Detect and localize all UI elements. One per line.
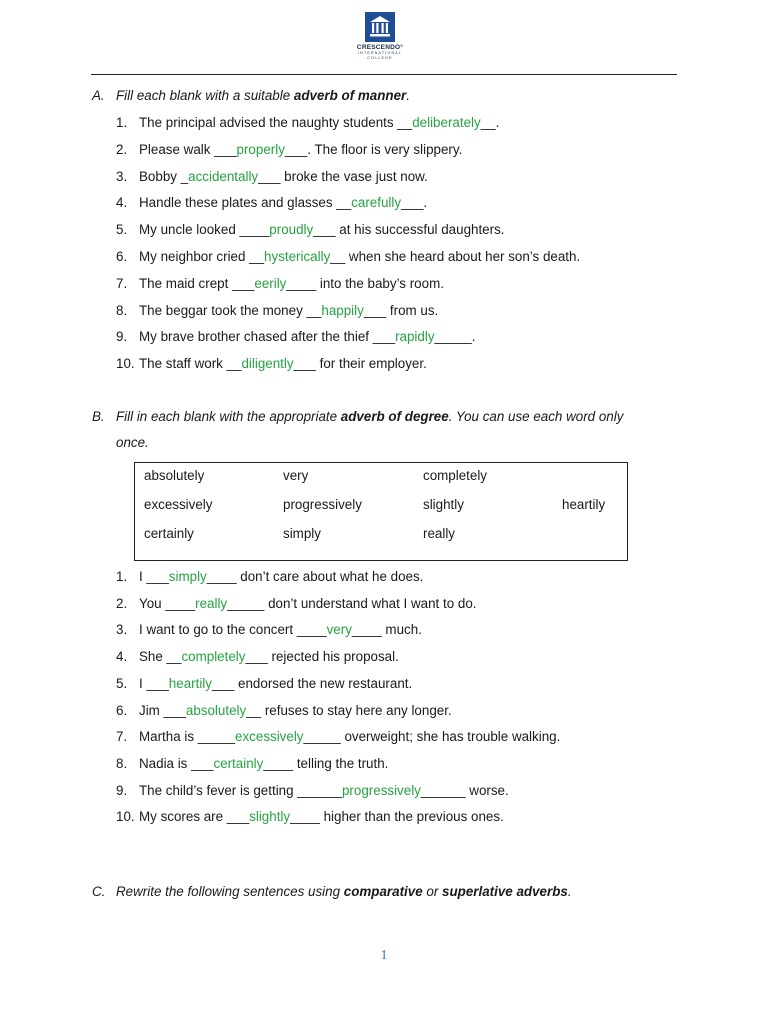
item-text-after: ___ from us. — [363, 302, 439, 318]
item-text-before: I ___ — [139, 675, 169, 691]
logo-subtitle: INTERNATIONAL COLLEGE — [357, 51, 403, 60]
item-number: 1. — [116, 115, 128, 130]
section-b-instruction-bold: adverb of degree — [340, 409, 449, 424]
item-answer: excessively — [235, 729, 304, 745]
section-c-heading — [92, 884, 572, 899]
item-answer: properly — [236, 141, 285, 157]
section-c-instruction-mid: or — [422, 884, 443, 899]
item-text-after: __ refuses to stay here any longer. — [246, 702, 452, 718]
item-number: 8. — [116, 302, 128, 318]
item-number: 6. — [116, 702, 128, 718]
exercise-item — [116, 115, 499, 130]
item-number: 2. — [116, 595, 128, 611]
item-number: 5. — [116, 675, 128, 691]
section-a-letter: A. — [92, 88, 105, 103]
exercise-item — [116, 249, 580, 264]
item-text-before: Please walk ___ — [139, 141, 237, 157]
section-c-letter: C. — [92, 884, 106, 899]
item-text-before: My neighbor cried __ — [139, 249, 265, 264]
item-answer: progressively — [341, 782, 421, 798]
section-b-letter: B. — [92, 409, 105, 424]
item-text-after: ___ at his successful daughters. — [313, 222, 505, 238]
exercise-item — [116, 596, 477, 611]
item-text-after: __ when she heard about her son’s death. — [330, 249, 581, 264]
exercise-item — [116, 622, 422, 637]
item-number: 7. — [116, 729, 128, 745]
item-text-after: ___. — [401, 195, 428, 211]
exercise-item — [116, 329, 475, 344]
exercise-item — [116, 703, 452, 718]
item-number: 3. — [116, 168, 128, 184]
item-text-before: My scores are ___ — [139, 809, 250, 825]
item-text-before: Bobby _ — [139, 168, 189, 184]
item-text-after: ___. The floor is very slippery. — [284, 141, 463, 157]
exercise-item — [116, 756, 388, 771]
item-text-before: Handle these plates and glasses __ — [139, 195, 352, 211]
item-text-after: __. — [480, 115, 500, 130]
item-number: 10. — [116, 809, 135, 825]
word-bank-word: completely — [423, 468, 488, 483]
item-text-before: Jim ___ — [139, 702, 186, 718]
logo-name: CRESCENDO° — [356, 44, 404, 51]
item-number: 9. — [116, 329, 128, 345]
item-text-before: Martha is _____ — [139, 729, 236, 745]
item-answer: proudly — [269, 222, 314, 238]
item-text-before: I want to go to the concert ____ — [139, 622, 327, 638]
exercise-item — [116, 169, 428, 184]
word-bank-word: absolutely — [144, 468, 205, 483]
college-logo — [346, 12, 414, 61]
item-answer: completely — [181, 649, 246, 665]
item-answer: very — [326, 622, 352, 638]
exercise-item — [116, 276, 444, 291]
item-text-after: _____ overweight; she has trouble walking. — [303, 729, 561, 745]
item-number: 4. — [116, 195, 128, 211]
section-a-heading — [92, 88, 410, 103]
item-answer: deliberately — [412, 115, 481, 130]
section-c-bold-superlative: superlative adverbs — [442, 884, 568, 899]
item-number: 4. — [116, 649, 128, 665]
item-text-before: The child’s fever is getting ______ — [139, 782, 342, 798]
exercise-item — [116, 356, 427, 371]
word-bank-word: heartily — [562, 497, 606, 512]
item-text-after: ____ telling the truth. — [263, 755, 389, 771]
item-answer: accidentally — [188, 168, 259, 184]
item-answer: absolutely — [185, 702, 247, 718]
item-answer: diligently — [241, 356, 294, 372]
item-text-after: _____ don’t understand what I want to do. — [227, 595, 477, 611]
item-number: 1. — [116, 569, 128, 584]
item-text-before: Nadia is ___ — [139, 755, 214, 771]
exercise-item — [116, 676, 412, 691]
section-c-instruction-post: . — [567, 884, 572, 899]
item-answer: simply — [168, 569, 207, 584]
item-answer: really — [195, 595, 228, 611]
item-text-after: ____ into the baby’s room. — [286, 275, 444, 291]
exercise-item — [116, 783, 509, 798]
item-number: 9. — [116, 782, 128, 798]
word-bank-word: simply — [283, 526, 321, 541]
item-text-after: ____ much. — [351, 622, 422, 638]
item-text-after: ___ rejected his proposal. — [245, 649, 399, 665]
item-number: 3. — [116, 622, 128, 638]
college-building-icon — [365, 12, 395, 42]
item-text-after: ___ endorsed the new restaurant. — [211, 675, 413, 691]
item-text-after: ___ broke the vase just now. — [258, 168, 428, 184]
section-b-instruction-pre: Fill in each blank with the appropriate — [116, 409, 341, 424]
item-answer: rapidly — [395, 329, 435, 345]
item-answer: eerily — [254, 275, 287, 291]
word-bank-word: progressively — [283, 497, 362, 512]
section-b-heading — [92, 409, 624, 450]
item-text-before: My uncle looked ____ — [139, 222, 270, 238]
item-text-before: You ____ — [139, 595, 196, 611]
section-b-instruction-continuation: once. — [116, 435, 149, 450]
item-text-after: ____ don’t care about what he does. — [206, 569, 424, 584]
item-number: 10. — [116, 356, 135, 372]
item-answer: slightly — [249, 809, 291, 825]
section-a-instruction-pre: Fill each blank with a suitable — [116, 88, 294, 103]
section-c-instruction-pre: Rewrite the following sentences using — [116, 884, 344, 899]
section-a-instruction-bold: adverb of manner — [293, 88, 407, 103]
item-answer: carefully — [351, 195, 402, 211]
word-bank-word: very — [283, 468, 309, 483]
exercise-item — [116, 303, 438, 318]
page-number: 1 — [380, 948, 388, 963]
word-bank-word: slightly — [423, 497, 464, 512]
word-bank-box — [134, 462, 628, 561]
item-answer: heartily — [168, 675, 212, 691]
section-b-instruction-post: . You can use each word only — [448, 409, 624, 424]
item-text-before: She __ — [139, 649, 182, 665]
exercise-item — [116, 142, 462, 157]
item-text-before: The maid crept ___ — [139, 275, 255, 291]
item-text-before: The principal advised the naughty students __ — [139, 115, 413, 130]
exercise-item — [116, 729, 560, 744]
item-text-after: _____. — [434, 329, 476, 345]
item-answer: hysterically — [264, 249, 331, 264]
word-bank-word: certainly — [144, 526, 194, 541]
item-number: 2. — [116, 141, 128, 157]
header-divider — [91, 74, 677, 75]
word-bank-word: excessively — [144, 497, 213, 512]
exercise-item — [116, 222, 505, 237]
exercise-item — [116, 649, 399, 664]
item-number: 5. — [116, 222, 128, 238]
word-bank-word: really — [423, 526, 455, 541]
section-c-bold-comparative: comparative — [343, 884, 423, 899]
item-text-after: ___ for their employer. — [293, 356, 427, 372]
item-text-before: My brave brother chased after the thief ___ — [139, 329, 396, 345]
item-text-after: ______ worse. — [420, 782, 509, 798]
exercise-item — [116, 195, 427, 210]
section-a-instruction-post: . — [406, 88, 410, 103]
item-number: 6. — [116, 249, 128, 264]
exercise-item — [116, 569, 423, 584]
item-answer: happily — [321, 302, 364, 318]
item-text-before: I ___ — [139, 569, 169, 584]
exercise-item — [116, 809, 504, 824]
item-text-before: The beggar took the money __ — [139, 302, 322, 318]
item-text-before: The staff work __ — [139, 356, 242, 372]
item-number: 8. — [116, 755, 128, 771]
item-text-after: ____ higher than the previous ones. — [290, 809, 504, 825]
item-answer: certainly — [213, 755, 264, 771]
item-number: 7. — [116, 275, 128, 291]
